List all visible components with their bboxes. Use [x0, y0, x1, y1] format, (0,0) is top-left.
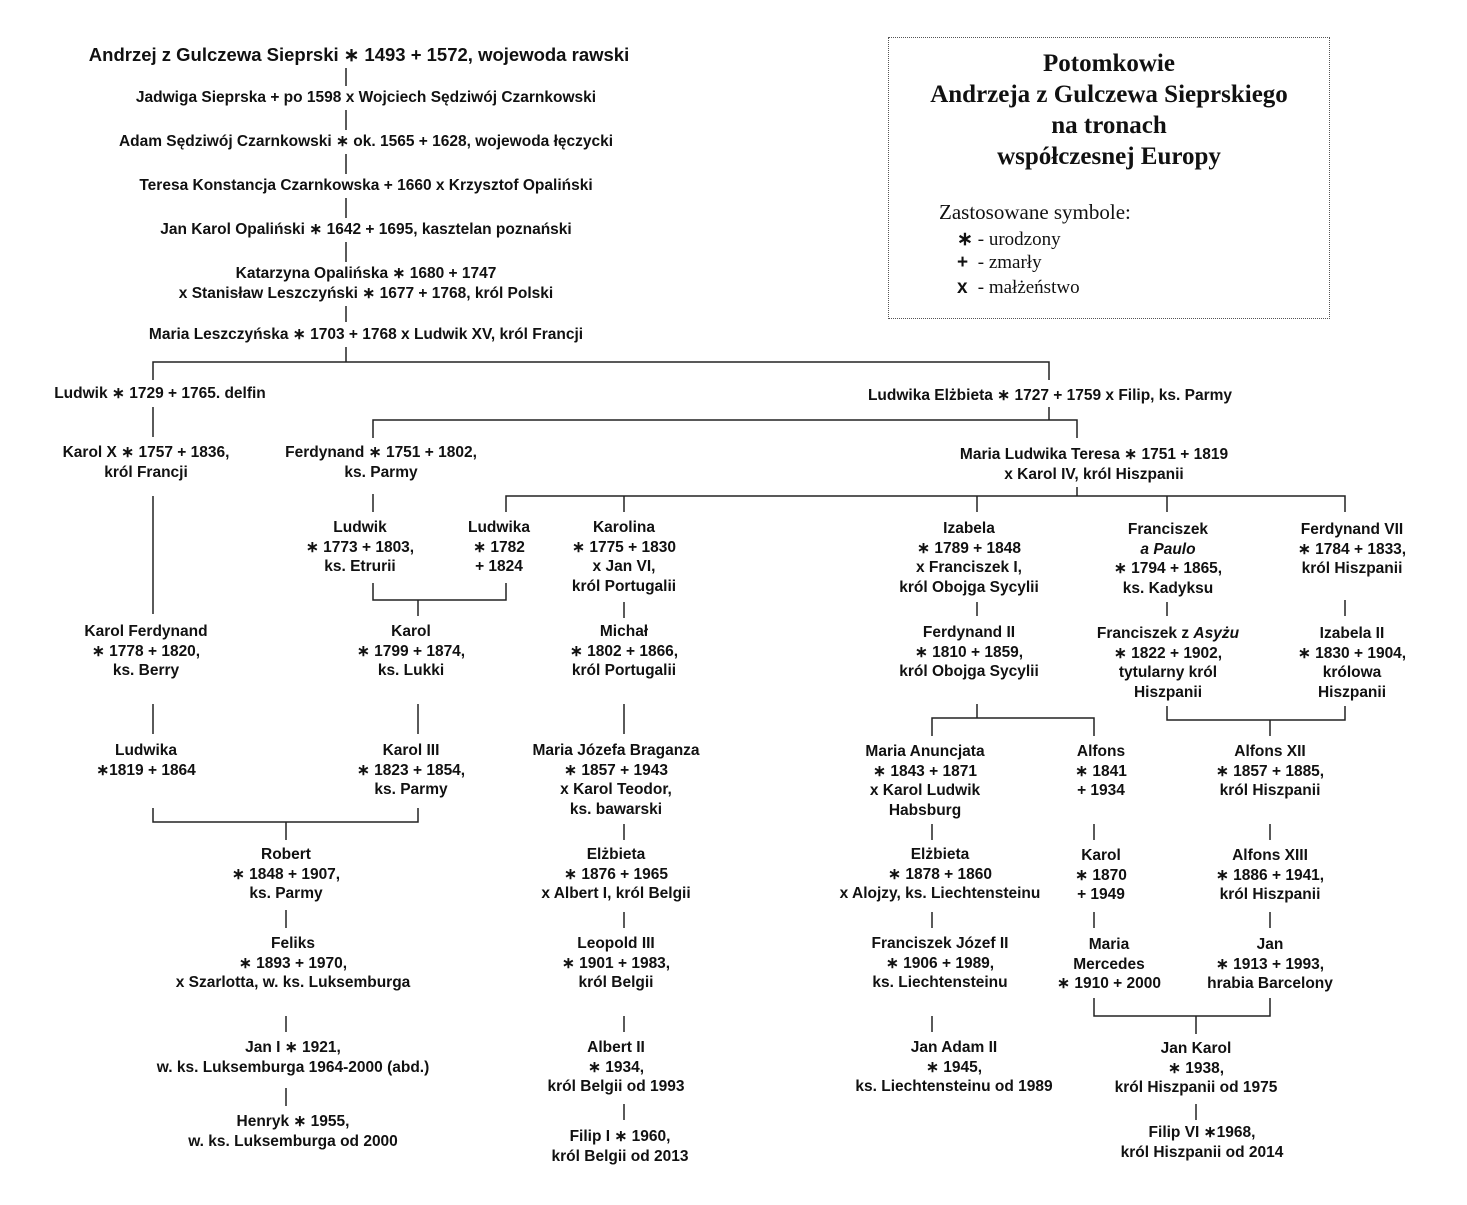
legend-title-line: współczesnej Europy [997, 143, 1221, 170]
person-franciszek-asyzu [1097, 624, 1239, 702]
person-line: ∗ 1901 + 1983, [561, 954, 671, 972]
person-line: król Belgii [578, 974, 654, 991]
person-line: x Jan VI, [592, 558, 656, 575]
person-robert [232, 845, 340, 904]
person-line: ∗ 1782 [473, 538, 525, 556]
person-line: Elżbieta [586, 846, 646, 863]
person-line: Maria Józefa Braganza [532, 742, 700, 759]
person-line: Ludwika Elżbieta ∗ 1727 + 1759 x Filip, ks. Parmy [867, 387, 1233, 404]
person-line: Alfons XII [1234, 743, 1306, 760]
legend-symbol-died [957, 252, 1042, 274]
person-line: Ludwika [114, 742, 177, 759]
person-leopold-iii [562, 934, 670, 993]
born-symbol: ∗ [957, 229, 973, 250]
person-karol-iii [357, 741, 465, 800]
person-line: Ludwik [333, 519, 387, 536]
person-line: król Hiszpanii od 1975 [1114, 1079, 1278, 1096]
person-line: Henryk ∗ 1955, [236, 1113, 350, 1130]
person-line: ks. Parmy [374, 781, 448, 798]
person-line: Karol [391, 623, 431, 640]
person-line: Karol Ferdynand [84, 623, 208, 640]
person-katarzyna [179, 264, 553, 303]
person-line: x Alojzy, ks. Liechtensteinu [839, 885, 1041, 902]
person-line: Albert II [587, 1039, 645, 1056]
person-line: król Hiszpanii [1219, 886, 1321, 903]
person-line: ∗ 1857 + 1943 [564, 761, 668, 779]
person-line: x Karol IV, król Hiszpanii [1004, 465, 1184, 483]
person-line: Leopold III [577, 935, 655, 952]
person-line: Jan Adam II [910, 1039, 998, 1056]
legend-title-line: na tronach [1051, 112, 1167, 139]
person-line: Franciszek [1127, 521, 1209, 538]
person-henryk [188, 1112, 398, 1151]
person-line: Teresa Konstancja Czarnkowska + 1660 x Krzysztof Opaliński [139, 177, 593, 194]
person-line: Karolina [592, 519, 655, 536]
person-karol-x [63, 443, 230, 482]
person-line: Ludwika [467, 519, 531, 536]
person-line: król Hiszpanii [1219, 782, 1321, 799]
person-izabela [899, 519, 1039, 597]
person-line: Maria Leszczyńska ∗ 1703 + 1768 x Ludwik XV, król Francji [148, 326, 584, 343]
person-line: ks. bawarski [569, 800, 663, 818]
person-line: x Szarlotta, w. ks. Luksemburga [175, 974, 411, 991]
person-maria-ludwika [960, 445, 1228, 484]
person-karol-1870 [1075, 846, 1127, 905]
person-line: x Stanisław Leszczyński ∗ 1677 + 1768, król Polski [178, 284, 554, 302]
person-line: król Francji [104, 463, 188, 481]
person-franciszek-paulo [1114, 520, 1222, 598]
person-jan-i [157, 1038, 430, 1077]
married-symbol: x [957, 277, 968, 298]
person-line: Hiszpanii [1317, 683, 1387, 701]
person-ludwika-1819 [96, 741, 196, 780]
person-line: Karol III [382, 742, 440, 759]
person-line: ∗ 1886 + 1941, [1215, 866, 1325, 884]
person-line: + 1934 [1077, 782, 1125, 799]
legend-title [889, 48, 1329, 172]
person-line: Hiszpanii [1133, 683, 1203, 701]
person-ferdynand-parma [285, 443, 477, 482]
person-line: Izabela [943, 520, 995, 537]
person-elzbieta-liecht [840, 845, 1041, 904]
person-line: ∗ 1878 + 1860 [888, 865, 992, 883]
person-line: ∗ 1906 + 1989, [885, 954, 995, 972]
person-teresa [139, 176, 592, 196]
legend-symbol-born [957, 228, 1061, 251]
person-jan-karol [1115, 1039, 1278, 1098]
person-line: w. ks. Luksemburga 1964-2000 (abd.) [156, 1058, 430, 1076]
person-line: tytularny król [1118, 664, 1218, 681]
person-line: król Hiszpanii [1301, 560, 1403, 577]
person-line: Adam Sędziwój Czarnkowski ∗ ok. 1565 + 1628, wojewoda łęczycki [118, 133, 614, 150]
person-alfons-xiii [1216, 846, 1324, 905]
person-ferdynand-ii [899, 623, 1039, 682]
person-line: ks. Berry [112, 662, 180, 679]
person-line: ∗ 1784 + 1833, [1297, 540, 1407, 558]
person-line: ks. Parmy [249, 885, 323, 902]
person-line: ∗ 1913 + 1993, [1215, 955, 1325, 973]
person-ludwik-etruria [306, 518, 414, 577]
person-line: x Karol Ludwik [869, 782, 981, 799]
person-line: ∗ 1876 + 1965 [564, 865, 668, 883]
person-line: król Obojga Sycylii [899, 663, 1039, 680]
person-line: Elżbieta [910, 846, 970, 863]
person-line: Jan Karol [1160, 1040, 1232, 1057]
person-line: ∗ 1910 + 2000 [1057, 975, 1161, 992]
person-line: Ludwik ∗ 1729 + 1765. delfin [54, 385, 266, 402]
person-line: ∗ 1773 + 1803, [305, 538, 415, 556]
person-line: ∗ 1893 + 1970, [238, 954, 348, 972]
person-karol-ferdynand [84, 622, 207, 681]
person-line: Alfons XIII [1232, 847, 1308, 864]
person-jadwiga [136, 88, 596, 108]
legend-symbol-text: - zmarły [973, 252, 1042, 273]
person-line: król Belgii od 1993 [547, 1078, 685, 1095]
person-line: x Albert I, król Belgii [541, 885, 691, 902]
person-karolina [572, 518, 676, 596]
person-line: ∗ 1938, [1167, 1059, 1225, 1077]
person-line: ks. Parmy [344, 463, 418, 481]
person-michal [570, 622, 678, 681]
person-line: król Belgii od 2013 [551, 1147, 689, 1165]
person-maria-mercedes [1057, 935, 1161, 994]
legend-symbol-married [957, 277, 1080, 299]
legend-symbol-text: - małżeństwo [973, 277, 1080, 298]
person-line: Maria Ludwika Teresa ∗ 1751 + 1819 [959, 446, 1229, 463]
person-filip-i [552, 1127, 689, 1166]
person-line: ∗1819 + 1864 [96, 761, 196, 779]
person-line: ∗ 1841 [1075, 762, 1127, 780]
person-alfons [1075, 742, 1127, 801]
person-line: hrabia Barcelony [1207, 975, 1333, 992]
person-jan-adam-ii [855, 1038, 1052, 1097]
person-line: Karol [1081, 847, 1121, 864]
person-line: + 1824 [475, 558, 523, 575]
person-line: ∗ 1830 + 1904, [1297, 644, 1407, 662]
person-line: ∗ 1802 + 1866, [569, 642, 679, 660]
person-line: a Paulo [1140, 540, 1196, 558]
person-line: Franciszek z Asyżu [1096, 625, 1240, 642]
legend-box [888, 37, 1330, 319]
person-jan-karol-op [160, 220, 571, 240]
person-line: ∗ 1810 + 1859, [914, 643, 1024, 661]
person-franciszek-jozef-ii [872, 934, 1009, 993]
person-maria-lesz [149, 325, 583, 345]
person-line: ∗ 1934, [587, 1058, 645, 1076]
person-jan-barcelony [1207, 935, 1333, 994]
person-line: ∗ 1843 + 1871 [873, 762, 977, 780]
person-andrzej [89, 44, 629, 66]
person-line: ∗ 1789 + 1848 [917, 539, 1021, 557]
person-line: ∗ 1823 + 1854, [356, 761, 466, 779]
legend-title-line: Andrzeja z Gulczewa Sieprskiego [930, 81, 1288, 108]
person-line: Ferdynand ∗ 1751 + 1802, [285, 444, 477, 461]
person-line: x Franciszek I, [916, 559, 1022, 576]
person-line: Michał [599, 623, 649, 640]
person-maria-anuncjata [865, 742, 984, 820]
person-line: Jan [1256, 936, 1284, 953]
person-izabela-ii [1298, 624, 1406, 702]
person-line: ks. Lukki [377, 662, 445, 679]
person-line: ∗ 1848 + 1907, [231, 865, 341, 883]
person-line: Andrzej z Gulczewa Sieprski ∗ 1493 + 1572, wojewoda rawski [88, 44, 630, 65]
person-feliks [176, 934, 411, 993]
person-ludwika-elzbieta [868, 386, 1232, 406]
person-karol-lukka [357, 622, 465, 681]
person-adam [119, 132, 613, 152]
person-line: ks. Liechtensteinu [872, 974, 1008, 991]
person-line: Maria [1088, 936, 1130, 953]
died-symbol: + [957, 252, 969, 273]
person-line: król Hiszpanii od 2014 [1120, 1143, 1284, 1161]
person-line: Jan I ∗ 1921, [245, 1039, 341, 1056]
person-line: Jadwiga Sieprska + po 1598 x Wojciech Sędziwój Czarnkowski [135, 89, 597, 106]
person-albert-ii [548, 1038, 685, 1097]
person-line: ∗ 1794 + 1865, [1113, 560, 1223, 577]
person-line: król Portugalii [571, 662, 677, 679]
person-line: Filip VI ∗1968, [1148, 1124, 1256, 1141]
person-line: Katarzyna Opalińska ∗ 1680 + 1747 [235, 265, 497, 282]
person-line: x Karol Teodor, [560, 781, 672, 798]
person-line: Mercedes [1073, 955, 1145, 973]
person-line: Ferdynand VII [1300, 521, 1404, 538]
person-line: Ferdynand II [922, 624, 1016, 641]
person-line: ks. Kadyksu [1122, 579, 1214, 597]
person-line: Franciszek Józef II [871, 935, 1009, 952]
person-line: Izabela II [1319, 625, 1385, 642]
person-line: ∗ 1857 + 1885, [1215, 762, 1325, 780]
person-line: ∗ 1945, [925, 1058, 983, 1076]
person-elzbieta-belgia [541, 845, 690, 904]
person-alfons-xii [1216, 742, 1324, 801]
person-line: ks. Liechtensteinu od 1989 [855, 1078, 1053, 1095]
person-line: Feliks [271, 935, 315, 952]
person-line: ∗ 1870 [1075, 866, 1127, 884]
legend-symbols-heading: Zastosowane symbole: [939, 200, 1131, 224]
person-line: Alfons [1076, 743, 1126, 760]
person-line: Robert [261, 846, 311, 863]
person-line: królowa [1322, 664, 1382, 681]
person-line: król Obojga Sycylii [899, 578, 1039, 596]
person-line: król Portugalii [571, 577, 677, 595]
person-line: w. ks. Luksemburga od 2000 [188, 1132, 398, 1150]
person-ferdynand-vii [1298, 520, 1406, 579]
person-line: ∗ 1775 + 1830 [572, 538, 676, 556]
legend-title-line: Potomkowie [1043, 50, 1175, 77]
person-line: Habsburg [888, 801, 962, 819]
person-line: + 1949 [1077, 886, 1125, 903]
person-filip-vi [1121, 1123, 1284, 1162]
legend-symbol-text: - urodzony [973, 229, 1061, 250]
person-line: Karol X ∗ 1757 + 1836, [62, 444, 230, 461]
person-line: ∗ 1778 + 1820, [91, 642, 201, 660]
person-line: ∗ 1799 + 1874, [356, 642, 466, 660]
person-maria-jozefa [532, 741, 699, 819]
person-ludwika-1782 [468, 518, 530, 577]
person-line: Maria Anuncjata [865, 743, 985, 760]
person-ludwik-delfin [54, 384, 266, 404]
person-line: ks. Etrurii [324, 558, 396, 575]
person-line: ∗ 1822 + 1902, [1113, 644, 1223, 662]
person-line: Jan Karol Opaliński ∗ 1642 + 1695, kasztelan poznański [160, 221, 572, 238]
person-line: Filip I ∗ 1960, [569, 1128, 671, 1145]
